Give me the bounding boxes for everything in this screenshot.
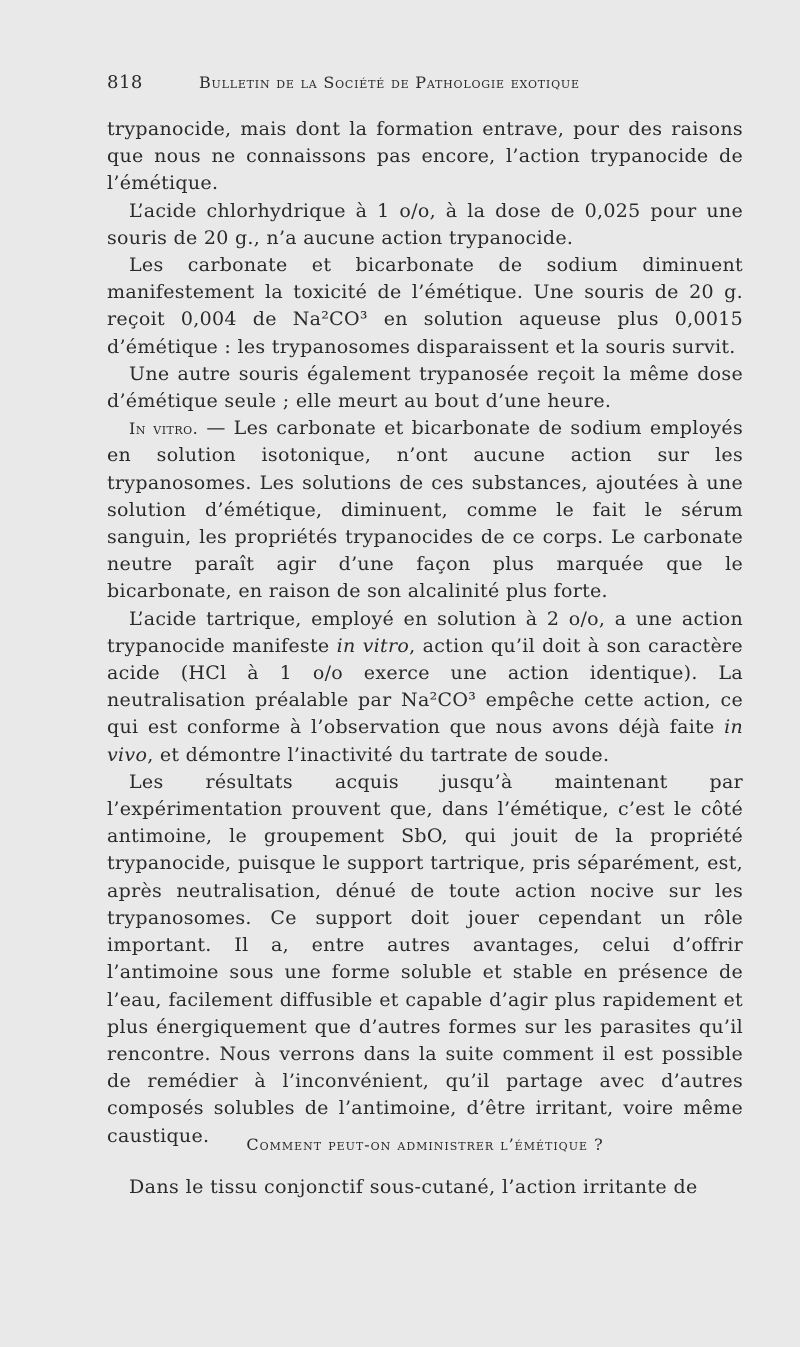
paragraph-2: L’acide chlorhydrique à 1 o/o, à la dose de 0,025 pour une souris de 20 g., n’a aucune action trypanocide. [107, 199, 743, 249]
paragraph-7: Les résultats acquis jusqu’à maintenant par l’expérimentation prouvent que, dans l’émétique, c’est le côté antimoine, le groupement SbO, qui jouit de la propriété trypanocide, puisque le support tartrique, pris séparément, est, après neutralisation, dénué de toute action nocive sur les trypanosomes. Ce support doit jouer cependant un rôle important. Il a, entre autres avantages, celui d’offrir l’antimoine sous une forme soluble et stable en présence de l’eau, facilement diffusible et capable d’agir plus rapidement et plus énergiquement que d’autres formes sur les parasites qu’il rencontre. Nous verrons dans la suite comment il est possible de remédier à l’inconvénient, qu’il partage avec d’autres composés solubles de l’antimoine, d’être irritant, voire même caustique. [107, 770, 743, 1147]
page-header [107, 72, 747, 100]
body-text [107, 116, 743, 1150]
paragraph-4: Une autre souris également trypanosée reçoit la même dose d’émétique seule ; elle meurt au bout d’une heure. [107, 362, 743, 413]
paragraph-5 [107, 415, 743, 605]
section-heading: Comment peut-on administrer l’émétique ? [246, 1135, 604, 1154]
paragraph-1: trypanocide, mais dont la formation entrave, pour des raisons que nous ne connaissons pas encore, l’action trypanocide de l’émétique. [107, 118, 743, 195]
italic-in-vivo: in vivo [107, 716, 743, 766]
in-vitro-lead: In vitro. [129, 419, 199, 439]
running-title: Bulletin de la Société de Pathologie exotique [199, 73, 580, 92]
paragraph-6-part-b: , action qu’il doit à son caractère acide (HCl à 1 o/o exerce une action identique). La neutralisation préalable par Na²CO³ empêche cette action, ce qui est conforme à l’observation que nous avons déjà faite [107, 634, 743, 739]
paragraph-3: Les carbonate et bicarbonate de sodium diminuent manifestement la toxicité de l’émétique. Une souris de 20 g. reçoit 0,004 de Na²CO³ en solution aqueuse plus 0,0015 d’émétique : les trypanosomes disparaissent et la souris survit. [107, 254, 743, 358]
italic-in-vitro: in vitro [336, 634, 410, 657]
page-number: 818 [107, 72, 143, 93]
paragraph-6 [107, 606, 743, 769]
paragraph-8: Dans le tissu conjonctif sous-cutané, l’action irritante de [129, 1176, 698, 1198]
paragraph-6-part-c: , et démontre l’inactivité du tartrate de soude. [147, 743, 610, 766]
paragraph-5-text: — Les carbonate et bicarbonate de sodium employés en solution isotonique, n’ont aucune action sur les trypanosomes. Les solutions de ces substances, ajoutées à une solution d’émétique, diminuent, comme le fait le sérum sanguin, les propriétés trypanocides de ce corps. Le carbonate neutre paraît agir d’une façon plus marquée que le bicarbonate, en raison de son alcalinité plus forte. [107, 417, 743, 603]
paragraph-6-part-a: L’acide tartrique, employé en solution à 2 o/o, a une action trypanocide manifeste [107, 607, 743, 657]
